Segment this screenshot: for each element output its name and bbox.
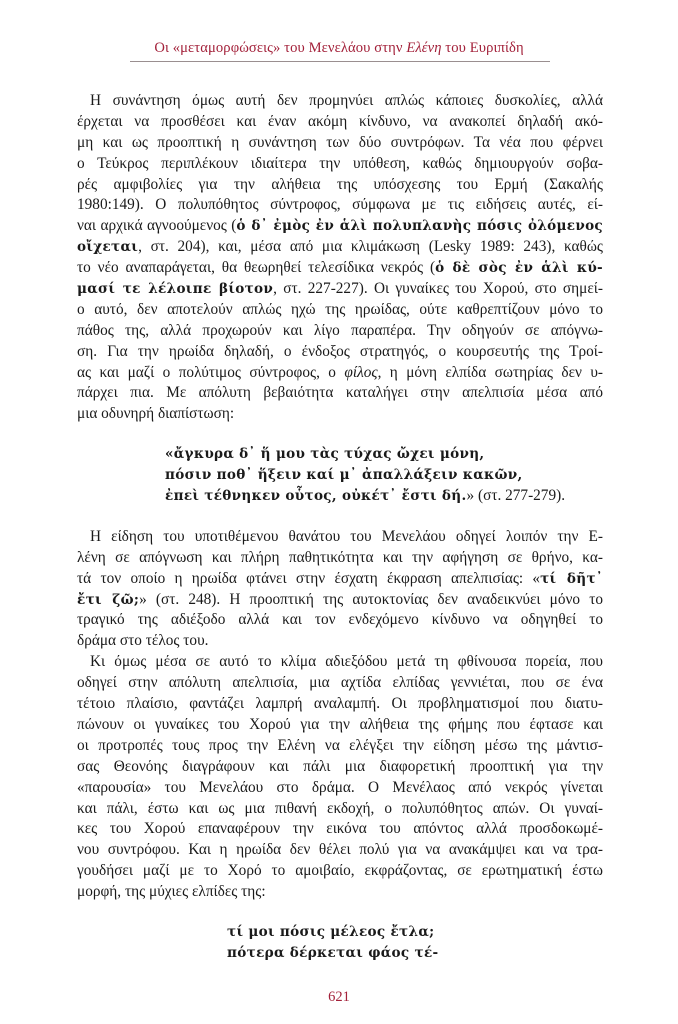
text-line [77,237,603,258]
paragraph-3 [77,652,603,903]
text-segment: πώνουν οι γυναίκες του Χορού για την αλήθεια της φήμης που έφτασε και [77,715,603,733]
text-segment: τέτοιο πλαίσιο, φαντάζει λαμπρή αναλαμπή. Οι προβληματισμοί που διατυ- [77,695,603,713]
greek-quotation-bold: ὁ δ᾽ ἐμὸς ἐν ἁλὶ πολυπλανὴς πόσις ὀλόμενος [236,218,604,235]
text-segment: Η συνάντηση όμως αυτή δεν προμηνύει απλώς κάποιες δυσκολίες, αλλά [90,92,603,109]
text-line [77,757,603,778]
header-rule [130,61,550,62]
text-segment: το νέο αναπαράγεται, θα θεωρηθεί τελεσίδικα νεκρός ( [77,259,436,277]
text-segment: τραγικό της αδιέξοδο αλλά και τον ενδεχόμενο κίνδυνο να οδηγηθεί το [77,611,603,629]
header-text-1: Οι «μεταμορφώσεις» του Μενελάου στην [154,40,407,56]
greek-quotation-bold: οἴχεται [77,239,139,256]
greek-quotation-bold: τί δῆτ᾽ [540,570,603,587]
paragraph-1 [77,91,603,425]
text-segment: ο αυτό, δεν αποτελούν απλώς ηχώ της ηρωίδας, ούτε καθρεπτίζουν μόνο το [77,300,603,318]
text-line [77,133,603,154]
text-line [77,631,603,652]
text-segment: ρές αμφιβολίες για την αλήθεια της υπόσχεσης του Ερμή (Σακαλής [77,175,603,193]
page-body [77,91,603,964]
text-line [77,175,603,196]
text-line [227,922,603,943]
text-line [77,799,603,820]
text-segment: Η είδηση του υποτιθέμενου θανάτου του Μενελάου οδηγεί λοιπόν την Ε- [90,527,603,545]
text-line [77,861,603,882]
text-line [77,590,603,611]
header-text-italic-title: Ελένη [406,40,442,56]
text-line [77,216,603,237]
text-line [77,195,603,216]
text-segment: «παρουσία» του Μενελάου στο δράμα. Ο Μενέλαος από νεκρός γίνεται [77,778,603,796]
verse-quote-2 [77,922,603,964]
greek-quotation-bold: ἔτι ζῶ; [77,591,140,608]
verse-quote-1 [77,444,603,507]
text-segment: δράμα στο τέλος του. [77,632,209,650]
text-line [77,91,603,112]
text-segment: γουδήσει μαζί με το Χορό το αμοιβαίο, εκφράζοντας, σε ερωτηματική έστω [77,862,603,880]
greek-quotation-bold: πότερα δέρκεται φάος τέ- [227,944,439,961]
greek-quotation-bold: μασί τε λέλοιπε βίοτον [77,281,274,298]
text-segment: οδηγεί στην απόλυτη απελπισία, μια αχτίδα ελπίδας γεννιέται, που σε ένα [77,674,603,692]
text-segment: κες του Χορού επαναφέρουν την εικόνα του απόντος αλλά προσδοκωμέ- [77,820,603,838]
text-line [77,342,603,363]
text-line [77,527,603,548]
text-line [165,444,603,465]
greek-quotation-bold: «ἄγκυρα δ᾽ ἥ μου τὰς τύχας ὤχει μόνη, [165,446,485,463]
text-line [77,694,603,715]
text-line [77,673,603,694]
text-line [77,548,603,569]
greek-quotation-bold: τί μοι πόσις μέλεος ἔτλα; [227,923,435,940]
greek-quotation-bold: ὁ δὲ σὸς ἐν ἁλὶ κύ- [435,260,604,277]
italic-term: φίλος [344,363,378,381]
text-segment: , στ. 204), και, μέσα από μια κλιμάκωση (Lesky 1989: 243), καθώς [138,238,603,256]
text-line [165,486,603,507]
running-header [130,40,548,57]
text-line [77,383,603,404]
text-line [77,778,603,799]
text-line [77,882,603,903]
text-segment: » (στ. 248). Η προοπτική της αυτοκτονίας δεν αναδεικνύει μόνο το [139,590,603,608]
text-line [77,112,603,133]
text-segment: ο Τεύκρος περιπλέκουν ιδιαίτερα την υπόθεση, καθώς δημιουργούν σοβα- [77,154,603,172]
text-segment: και πάλι, έστω και ως μια πιθανή εκδοχή, ο πολυπόθητος απών. Οι γυναί- [77,799,603,817]
text-segment: μια οδυνηρή διαπίστωση: [77,405,235,423]
header-text-2: του Ευριπίδη [441,40,524,56]
text-segment: πάρχει πια. Με απόλυτη βεβαιότητα καταλήγει στην απελπισία μέσα από [77,384,603,402]
text-segment: μορφή, της μύχιες ελπίδες της: [77,883,266,901]
text-line [227,943,603,964]
text-line [77,736,603,757]
text-line [77,652,603,673]
text-segment: » (στ. 277-279). [466,487,566,505]
text-line [77,569,603,590]
spacer [77,507,603,527]
text-line [77,715,603,736]
text-segment: ση. Για την ηρωίδα δηλαδή, ο ένδοξος στρατηγός, ο κουρσευτής της Τροί- [77,342,603,360]
text-segment: , στ. 227-227). Οι γυναίκες του Χορού, στο σημεί- [273,280,603,298]
greek-quotation-bold: πόσιν ποθ᾽ ἥξειν καί μ᾽ ἀπαλλάξειν κακῶν, [165,467,523,484]
text-segment: 1980:149). Ο πολυπόθητος σύντροφος, σύμφωνα με τις ειδήσεις αυτές, εί- [77,196,603,214]
text-line [77,321,603,342]
text-line [77,840,603,861]
text-segment: πάθος της, αλλά προχωρούν και λίγο παραπέρα. Την οδηγούν σε απόγνω- [77,321,603,339]
text-line [77,610,603,631]
text-line [77,300,603,321]
greek-quotation-bold: ἐπεὶ τέθνηκεν οὗτος, οὐκέτ᾽ ἔστι δή. [165,488,467,505]
text-segment: μη και ως προοπτική η συνάντηση των δύο συντρόφων. Τα νέα που φέρνει [77,133,603,151]
text-segment: νου συντρόφου. Και η ηρωίδα δεν θέλει πολύ για να ανακάμψει και να τρα- [77,841,603,859]
text-line [77,154,603,175]
text-segment: ναι αρχικά αγνοούμενος ( [77,217,237,235]
page-number: 621 [328,989,350,1005]
text-line [77,819,603,840]
text-line [77,404,603,425]
text-segment: , η μόνη ελπίδα σωτηρίας δεν υ- [377,363,603,381]
text-segment: οι προτροπές τους προς την Ελένη να ελέγξει την είδηση μέσω της μάντισ- [77,736,603,754]
text-segment: έρχεται να προσθέσει και έναν ακόμη κίνδυνο, να ανακοπεί δηλαδή ακό- [77,112,603,130]
text-line [77,279,603,300]
paragraph-2 [77,527,603,652]
text-segment: τά τον οποίο η ηρωίδα φτάνει στην έσχατη έκφραση απελπισίας: « [77,569,541,587]
text-line [77,258,603,279]
text-line [77,363,603,384]
text-segment: ας και μαζί ο πολύτιμος σύντροφος, ο [77,363,345,381]
text-segment: σας Θεονόης διαγράφουν και πάλι μια διαφορετική προοπτική για την [77,757,603,775]
text-segment: Κι όμως μέσα σε αυτό το κλίμα αδιεξόδου μετά τη φθίνουσα πορεία, που [90,653,603,671]
text-line [165,465,603,486]
text-segment: λένη σε απόγνωση και πλήρη παθητικότητα και την αφήγηση σε θρήνο, κα- [77,548,603,566]
